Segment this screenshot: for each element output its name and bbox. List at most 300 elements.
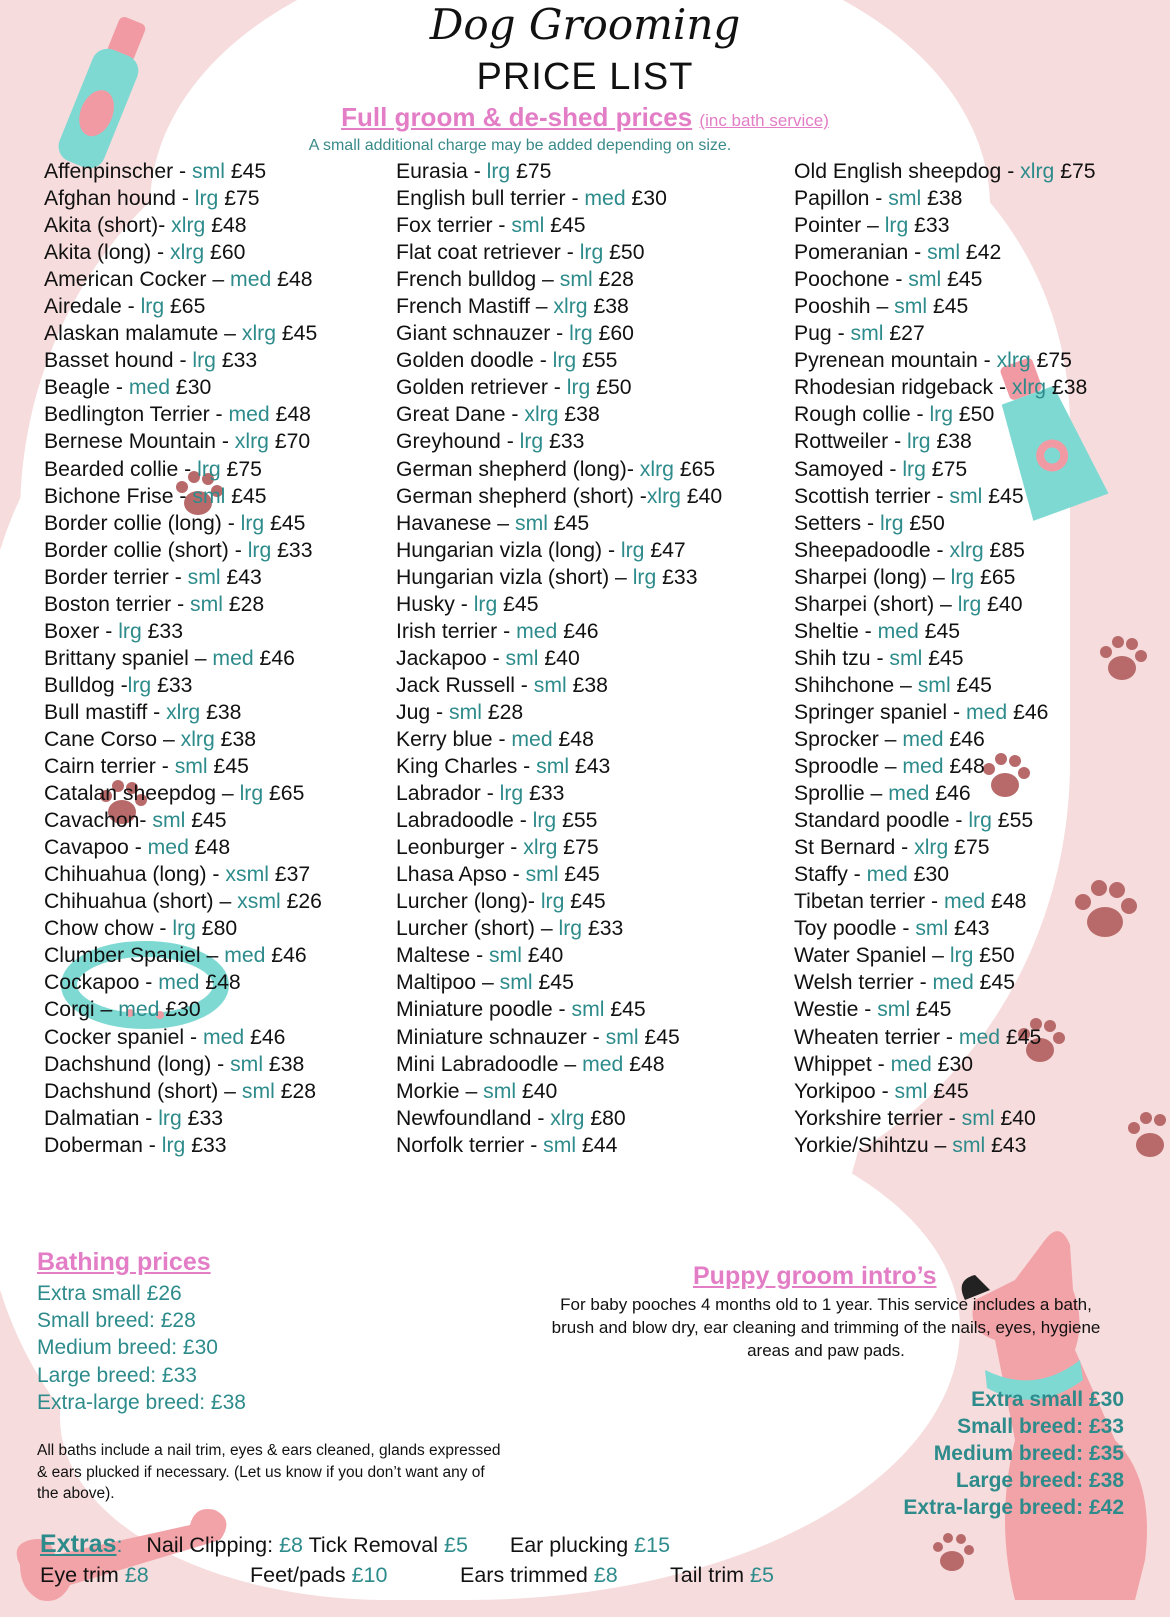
price-row [396, 510, 722, 537]
breed-price: £45 [213, 755, 249, 779]
size-label: lrg [194, 187, 219, 211]
breed-name: Bulldog - [44, 673, 128, 697]
size-label: med [582, 1052, 624, 1076]
size-label: sml [483, 1079, 517, 1103]
size-label: lrg [197, 457, 221, 481]
breed-price: £46 [935, 782, 971, 806]
price-row [44, 591, 322, 618]
breed-price: £70 [274, 430, 311, 454]
price-row [794, 293, 1096, 320]
breed-name: Yorkshire terrier - [794, 1106, 962, 1130]
size-label: med [147, 836, 189, 860]
price-row [44, 1078, 322, 1105]
breed-price: £48 [629, 1052, 665, 1076]
size-label: lrg [620, 538, 645, 562]
breed-name: Catalan sheepdog – [44, 782, 240, 806]
price-row [396, 401, 722, 428]
breed-price: £40 [521, 1079, 558, 1103]
size-label: med [866, 863, 908, 887]
size-label: lrg [118, 619, 142, 643]
breed-price: £30 [631, 187, 667, 211]
price-row [44, 1132, 322, 1159]
size-label: med [902, 727, 944, 751]
breed-name: Toy poodle - [794, 917, 916, 941]
breed-price: £45 [270, 511, 306, 535]
breed-name: Sprollie – [794, 782, 889, 806]
extra-price: £15 [634, 1533, 671, 1557]
price-row [44, 645, 322, 672]
price-row [396, 483, 722, 510]
breed-price: £33 [221, 349, 258, 373]
price-row [794, 239, 1096, 266]
price-row [44, 374, 322, 401]
size-label: sml [192, 484, 226, 508]
size-label: lrg [949, 944, 974, 968]
size-label: sml [489, 944, 522, 968]
size-label: sml [571, 998, 605, 1022]
price-row [44, 672, 322, 699]
price-row [44, 456, 322, 483]
breed-name: Afghan hound - [44, 187, 195, 211]
price-row [44, 753, 322, 780]
breed-name: Pyrenean mountain - [794, 349, 997, 373]
breed-name: Airedale - [44, 295, 141, 319]
size-label: xlrg [171, 214, 206, 238]
price-row [396, 618, 722, 645]
breed-name: Springer spaniel - [794, 700, 966, 724]
breed-price: £33 [587, 917, 624, 941]
breed-name: Sprocker – [794, 727, 903, 751]
extra-item [40, 1563, 149, 1588]
price-row [44, 888, 322, 915]
breed-price: £65 [170, 295, 206, 319]
price-row [396, 591, 722, 618]
price-row [44, 1024, 322, 1051]
dog-bone-icon [10, 1505, 250, 1617]
size-label: xlrg [914, 836, 949, 860]
breed-price: £65 [269, 782, 305, 806]
size-label: sml [511, 214, 545, 238]
extra-label: Ears trimmed [460, 1563, 594, 1587]
size-label: sml [543, 1133, 577, 1157]
breed-name: Jack Russell - [396, 673, 534, 697]
size-label: lrg [486, 160, 511, 183]
size-label: med [158, 971, 200, 995]
breed-price: £80 [590, 1106, 626, 1130]
size-label: sml [917, 673, 951, 697]
size-label: sml [230, 1052, 264, 1076]
breed-name: Chow chow - [44, 917, 173, 941]
size-label: lrg [632, 565, 657, 589]
price-row [396, 726, 722, 753]
price-row [396, 266, 722, 293]
price-row [794, 780, 1096, 807]
price-row [794, 699, 1096, 726]
page-title: PRICE LIST [476, 56, 694, 98]
size-label: xlrg [234, 430, 269, 454]
size-label: sml [499, 971, 533, 995]
price-row [794, 969, 1096, 996]
breed-name: Rottweiler - [794, 430, 908, 454]
price-row [794, 185, 1096, 212]
breed-price: £28 [228, 592, 265, 616]
size-label: lrg [907, 430, 931, 454]
price-row [396, 537, 722, 564]
size-label: lrg [558, 917, 583, 941]
size-label: lrg [172, 917, 196, 941]
extra-label: Eye trim [40, 1563, 125, 1587]
breed-price: £60 [598, 322, 634, 346]
breed-price: £30 [165, 998, 201, 1022]
size-label: lrg [566, 376, 591, 400]
price-row [794, 645, 1096, 672]
size-label: med [128, 376, 171, 400]
breed-name: Golden doodle - [396, 349, 553, 373]
size-charge-note: A small additional charge may be added depending on size. [308, 137, 732, 154]
price-row [794, 158, 1096, 185]
price-column-3 [794, 158, 1096, 1159]
price-row [396, 780, 722, 807]
breed-name: Border terrier - [44, 565, 188, 589]
bathing-price-item: Extra small £26 [37, 1282, 182, 1305]
size-label: med [890, 1052, 932, 1076]
price-row [794, 753, 1096, 780]
size-label: sml [505, 646, 539, 670]
price-row [396, 239, 722, 266]
price-row [794, 1105, 1096, 1132]
size-label: xlrg [646, 484, 681, 508]
size-label: sml [850, 322, 884, 346]
breed-name: Hungarian vizla (short) – [396, 565, 633, 589]
size-label: med [228, 403, 270, 427]
price-row [44, 266, 322, 293]
size-label: lrg [540, 890, 565, 914]
breed-price: £45 [928, 646, 964, 670]
breed-price: £33 [187, 1106, 224, 1130]
price-row [794, 1132, 1096, 1159]
price-row [396, 1132, 722, 1159]
extra-label: Ear plucking [509, 1533, 635, 1557]
size-label: sml [915, 917, 949, 941]
price-row [794, 564, 1096, 591]
breed-price: £46 [563, 619, 599, 643]
size-label: lrg [161, 1133, 186, 1157]
breed-name: Labradoodle - [396, 809, 533, 833]
breed-price: £30 [175, 376, 212, 400]
breed-name: King Charles - [396, 755, 537, 779]
price-row [794, 726, 1096, 753]
price-row [44, 861, 322, 888]
extras-colon: : [116, 1533, 123, 1557]
paw-print-icon [925, 1525, 980, 1580]
size-label: xlrg [1020, 160, 1055, 183]
price-row [794, 510, 1096, 537]
size-label: sml [187, 565, 221, 589]
breed-name: Standard poodle - [794, 809, 969, 833]
breed-price: £45 [570, 890, 606, 914]
size-label: lrg [569, 322, 593, 346]
breed-price: £47 [650, 538, 686, 562]
breed-name: Papillon - [794, 187, 889, 211]
price-row [44, 564, 322, 591]
price-row [794, 401, 1096, 428]
breed-price: £45 [230, 160, 267, 183]
extras-row-1 [40, 1530, 670, 1559]
breed-price: £38 [1051, 376, 1088, 400]
breed-name: Boxer - [44, 619, 119, 643]
price-row [794, 861, 1096, 888]
size-label: med [202, 1025, 245, 1049]
price-row [44, 780, 322, 807]
breed-name: Tibetan terrier - [794, 890, 944, 914]
breed-price: £75 [954, 836, 990, 860]
price-row [396, 374, 722, 401]
price-row [794, 834, 1096, 861]
breed-name: Great Dane - [396, 403, 525, 427]
price-row [44, 618, 322, 645]
bathing-price-list [37, 1280, 246, 1416]
size-label: lrg [239, 782, 264, 806]
price-row [44, 185, 322, 212]
breed-name: Shihchone – [794, 673, 918, 697]
breed-name: Affenpinscher - [44, 160, 193, 183]
breed-price: £45 [1005, 1025, 1042, 1049]
price-row [396, 428, 722, 455]
bathing-price-item: Large breed: £33 [37, 1363, 197, 1387]
full-groom-heading-text: Full groom & de-shed prices [341, 102, 693, 132]
breed-name: Eurasia - [396, 160, 487, 183]
breed-name: Lurcher (long)- [396, 890, 541, 914]
size-label: sml [889, 646, 923, 670]
breed-name: Giant schnauzer - [396, 322, 570, 346]
price-row [396, 1051, 722, 1078]
price-row [396, 185, 722, 212]
breed-name: Mini Labradoodle – [396, 1052, 583, 1076]
price-column-2 [396, 158, 722, 1159]
breed-price: £50 [958, 403, 995, 427]
breed-price: £46 [259, 646, 295, 670]
price-row [794, 996, 1096, 1023]
paw-print-icon [1120, 1100, 1170, 1175]
breed-price: £33 [662, 565, 698, 589]
breed-name: Dalmatian - [44, 1106, 159, 1130]
size-label: med [932, 971, 974, 995]
breed-name: American Cocker – [44, 268, 231, 292]
breed-price: £45 [191, 809, 227, 833]
price-row [794, 1024, 1096, 1051]
size-label: med [888, 782, 930, 806]
size-label: sml [952, 1133, 986, 1157]
breed-price: £26 [286, 890, 322, 914]
breed-name: Shih tzu - [794, 646, 890, 670]
price-row [794, 807, 1096, 834]
breed-price: £45 [924, 619, 961, 643]
price-row [396, 564, 722, 591]
price-row [396, 942, 722, 969]
bathing-price-item: Medium breed: £30 [37, 1336, 218, 1360]
price-column-1 [44, 158, 322, 1159]
breed-name: Pomeranian - [794, 241, 928, 265]
breed-name: Pooshih – [794, 295, 895, 319]
size-label: med [118, 998, 160, 1022]
size-label: med [516, 619, 558, 643]
breed-name: Bernese Mountain - [44, 430, 235, 454]
price-row [44, 996, 322, 1023]
size-label: med [902, 755, 944, 779]
breed-name: Rhodesian ridgeback - [794, 376, 1012, 400]
breed-price: £28 [598, 268, 634, 292]
size-label: lrg [902, 457, 926, 481]
breed-name: Basset hound - [44, 349, 193, 373]
breed-name: Scottish terrier - [794, 484, 950, 508]
breed-price: £33 [549, 430, 585, 454]
breed-name: Norfolk terrier - [396, 1133, 544, 1157]
size-label: lrg [240, 511, 265, 535]
breed-name: Pointer – [794, 214, 885, 238]
size-label: sml [449, 700, 482, 724]
price-row [396, 861, 722, 888]
breed-name: Maltese - [396, 944, 490, 968]
size-label: lrg [140, 295, 165, 319]
size-label: sml [888, 187, 922, 211]
puppy-description: For baby pooches 4 months old to 1 year. This service includes a bath, brush and blow dry, ear cleaning and trimming of the nails, eyes, hygiene areas and paw pads. [551, 1295, 1101, 1360]
puppy-title: Puppy groom intro’s [693, 1262, 937, 1290]
breed-price: £33 [277, 538, 313, 562]
breed-price: £48 [194, 836, 231, 860]
breed-price: £40 [1000, 1106, 1036, 1130]
breed-name: Cavachon- [44, 809, 153, 833]
breed-name: Irish terrier - [396, 619, 517, 643]
breed-name: Flat coat retriever - [396, 241, 580, 265]
price-row [396, 888, 722, 915]
size-label: xlrg [166, 700, 201, 724]
breed-name: Sproodle – [794, 755, 903, 779]
breed-price: £30 [913, 863, 950, 887]
breed-name: Akita (short)- [44, 214, 172, 238]
price-row [44, 807, 322, 834]
price-row [794, 456, 1096, 483]
breed-price: £38 [572, 673, 608, 697]
price-row [44, 942, 322, 969]
extra-price: £5 [443, 1533, 468, 1557]
price-row [794, 591, 1096, 618]
breed-price: £38 [564, 403, 600, 427]
puppy-price-item: Small breed: £33 [957, 1415, 1124, 1438]
size-label: xlrg [1011, 376, 1047, 400]
size-label: sml [152, 809, 186, 833]
extra-label: Tick Removal [308, 1533, 444, 1557]
size-label: lrg [127, 673, 152, 697]
puppy-price-item: Large breed: £38 [955, 1469, 1124, 1492]
size-label: med [965, 700, 1008, 724]
size-label: lrg [968, 809, 992, 833]
breed-name: Sheepadoodle - [794, 538, 950, 562]
price-row [794, 537, 1096, 564]
size-label: med [212, 646, 254, 670]
breed-name: Husky - [396, 592, 474, 616]
full-groom-heading [0, 102, 1170, 133]
breed-price: £42 [965, 241, 1002, 265]
breed-price: £43 [954, 917, 990, 941]
breed-name: Westie - [794, 998, 878, 1022]
price-row [794, 266, 1096, 293]
size-label: lrg [950, 565, 975, 589]
size-label: sml [190, 592, 223, 616]
size-label: xlrg [949, 538, 984, 562]
breed-price: £50 [609, 241, 645, 265]
breed-name: Kerry blue - [396, 727, 512, 751]
price-row [44, 428, 322, 455]
breed-name: Border collie (short) - [44, 538, 248, 562]
breed-price: £50 [979, 944, 1015, 968]
size-label: lrg [552, 349, 577, 373]
size-label: lrg [473, 592, 498, 616]
breed-price: £80 [201, 917, 238, 941]
extras-title: Extras [40, 1530, 117, 1558]
breed-name: Clumber Spaniel – [44, 944, 225, 968]
price-row [396, 1105, 722, 1132]
size-label: sml [927, 241, 961, 265]
breed-price: £75 [224, 187, 260, 211]
breed-name: Wheaten terrier - [794, 1025, 959, 1049]
extra-label: Tail trim [670, 1563, 751, 1587]
breed-price: £46 [1013, 700, 1049, 724]
breed-name: Cavapoo - [44, 836, 148, 860]
breed-price: £45 [610, 998, 646, 1022]
price-row [794, 1051, 1096, 1078]
breed-price: £45 [538, 971, 574, 995]
breed-price: £45 [979, 971, 1015, 995]
breed-price: £46 [250, 1025, 286, 1049]
price-row [396, 1024, 722, 1051]
size-label: sml [536, 755, 570, 779]
breed-name: Corgi – [44, 998, 119, 1022]
size-label: xlrg [550, 1106, 585, 1130]
breed-price: £85 [989, 538, 1025, 562]
size-label: lrg [158, 1106, 182, 1130]
breed-name: Bull mastiff - [44, 700, 167, 724]
breed-price: £38 [206, 700, 242, 724]
breed-name: Water Spaniel – [794, 944, 950, 968]
size-label: sml [514, 511, 548, 535]
size-label: xlrg [523, 836, 558, 860]
breed-name: Morkie – [396, 1079, 484, 1103]
size-label: sml [908, 268, 942, 292]
extra-label: Nail Clipping: [146, 1533, 280, 1557]
breed-price: £55 [582, 349, 618, 373]
size-label: xsml [225, 863, 269, 887]
size-label: sml [559, 268, 593, 292]
bathing-note: All baths include a nail trim, eyes & ears cleaned, glands expressed & ears plucked if necessary. (Let us know if you don’t want any of the above). [37, 1442, 501, 1502]
bathing-price-item: Small breed: £28 [37, 1309, 196, 1333]
price-row [396, 1078, 722, 1105]
breed-name: French bulldog – [396, 268, 560, 292]
breed-name: Pug - [794, 322, 851, 346]
breed-name: Whippet - [794, 1052, 891, 1076]
breed-name: Sharpei (short) – [794, 592, 958, 616]
extra-price: £5 [750, 1563, 774, 1587]
breed-price: £33 [157, 673, 193, 697]
price-row [794, 347, 1096, 374]
price-row [794, 483, 1096, 510]
breed-price: £45 [644, 1025, 680, 1049]
breed-price: £45 [503, 592, 539, 616]
breed-name: Bedlington Terrier - [44, 403, 229, 427]
price-row [396, 996, 722, 1023]
breed-price: £40 [686, 484, 723, 508]
size-label: xsml [237, 890, 281, 914]
extra-item [460, 1563, 618, 1588]
